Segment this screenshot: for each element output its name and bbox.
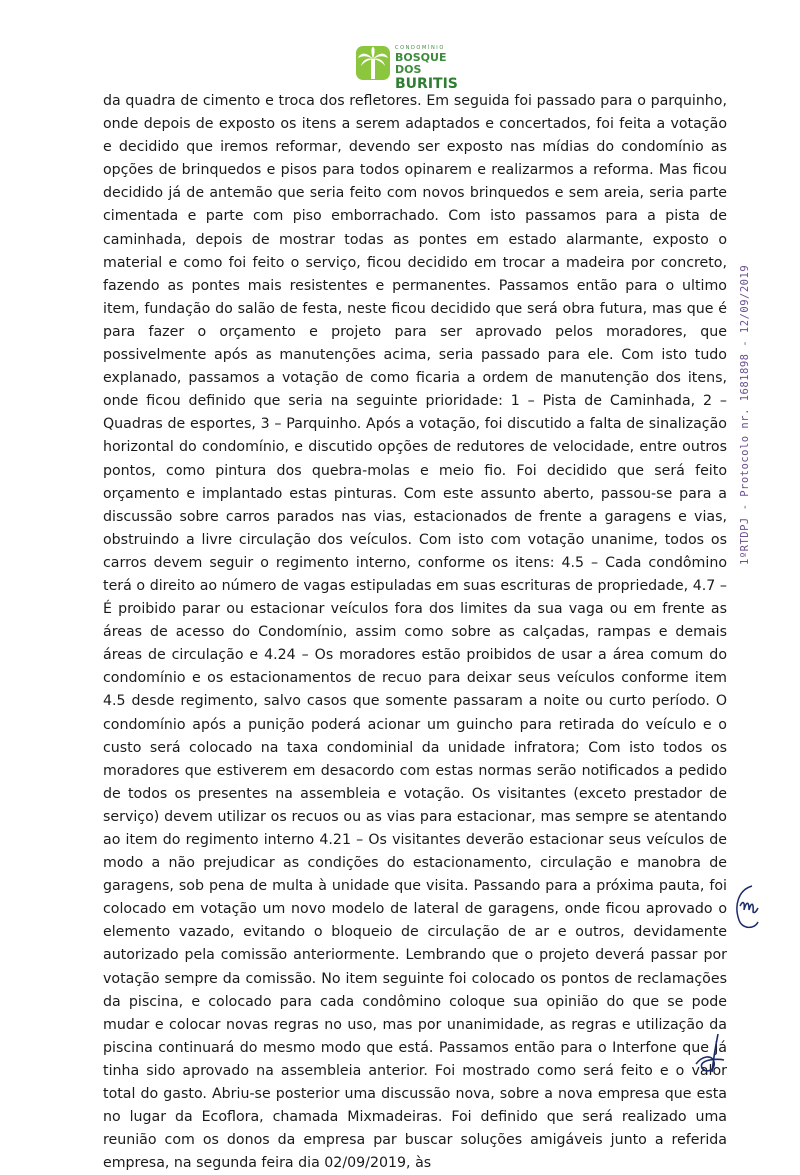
handwritten-signature-icon: [688, 1030, 738, 1084]
condominium-logo: [356, 44, 466, 92]
registry-stamp: 1ºRTDPJ - Protocolo nr. 1681898 - 12/09/2019: [739, 264, 751, 565]
handwritten-initial-icon: [730, 880, 764, 938]
logo-text: [395, 44, 466, 92]
palm-tree-icon: [356, 46, 390, 80]
logo-line-1: BOSQUE DOS: [395, 51, 447, 76]
logo-line-2: BURITIS: [395, 76, 458, 92]
logo-small-text: CONDOMÍNIO: [395, 45, 445, 51]
document-body: [103, 90, 727, 1175]
body-paragraph: da quadra de cimento e troca dos refletores. Em seguida foi passado para o parquinho, onde depois de exposto os itens a serem adaptados e concertados, foi feita a votação e decidido que iremos reformar, devendo ser exposto nas mídias do condomínio as opções de brinquedos e pisos para todos opinarem e realizarmos a reforma. Mas ficou decidido já de antemão que seria feito com novos brinquedos e sem areia, seria parte cimentada e parte com piso emborrachado. Com isto passamos para a pista de caminhada, depois de mostrar todas as pontes em estado alarmante, exposto o material e como foi feito o serviço, ficou decidido em trocar a madeira por concreto, fazendo as pontes mais resistentes e permanentes. Passamos então para o ultimo item, fundação do salão de festa, neste ficou decidido que será obra futura, mas que é para fazer o orçamento e projeto para ser aprovado pelos moradores, que possivelmente após as manutenções acima, seria passado para ele. Com isto tudo explanado, passamos a votação de como ficaria a ordem de manutenção dos itens, onde ficou definido que seria na seguinte prioridade: 1 – Pista de Caminhada, 2 – Quadras de esportes, 3 – Parquinho. Após a votação, foi discutido a falta de sinalização horizontal do condomínio, e discutido opções de redutores de velocidade, entre outros pontos, como pintura dos quebra-molas e meio fio. Foi decidido que será feito orçamento e implantado estas pinturas. Com este assunto aberto, passou-se para a discussão sobre carros parados nas vias, estacionados de frente a garagens e vias, obstruindo a livre circulação dos veículos. Com isto com votação unanime, todos os carros devem seguir o regimento interno, conforme os itens: 4.5 – Cada condômino terá o direito ao número de vagas estipuladas em suas escrituras de propriedade, 4.7 – É proibido parar ou estacionar veículos fora dos limites da sua vaga ou em frente as áreas de acesso do Condomínio, assim como sobre as calçadas, rampas e demais áreas de circulação e 4.24 – Os moradores estão proibidos de usar a área comum do condomínio e os estacionamentos de recuo para deixar seus veículos conforme item 4.5 desde regimento, salvo casos que somente passaram a noite ou curto período. O condomínio após a punição poderá acionar um guincho para retirada do veículo e o custo será colocado na taxa condominial da unidade infratora; Com isto todos os moradores que estiverem em desacordo com estas normas serão notificados a pedido de todos os presentes na assembleia e votação. Os visitantes (exceto prestador de serviço) devem utilizar os recuos ou as vias para estacionar, mas sempre se atentando ao item do regimento interno 4.21 – Os visitantes deverão estacionar seus veículos de modo a não prejudicar as condições do estacionamento, circulação e manobra de garagens, sob pena de multa à unidade que visita. Passando para a próxima pauta, foi colocado em votação um novo modelo de lateral de garagens, onde ficou aprovado o elemento vazado, evitando o bloqueio de circulação de ar e outros, devidamente autorizado pela comissão anteriormente. Lembrando que o projeto deverá passar por votação sempre da comissão. No item seguinte foi colocado os pontos de reclamações da piscina, e colocado para cada condômino coloque sua opinião do que se pode mudar e colocar novas regras no uso, mas por unanimidade, as regras e utilização da piscina continuará do mesmo modo que está. Passamos então para o Interfone que já tinha sido aprovado na assembleia anterior. Foi mostrado como será feito e o valor total do gasto. Abriu-se posterior uma discussão nova, sobre a nova empresa que esta no lugar da Ecoflora, chamada Mixmadeiras. Foi definido que será realizado uma reunião com os donos da empresa par buscar soluções amigáveis junto a referida empresa, na segunda feira dia 02/09/2019, às: [103, 93, 727, 1172]
